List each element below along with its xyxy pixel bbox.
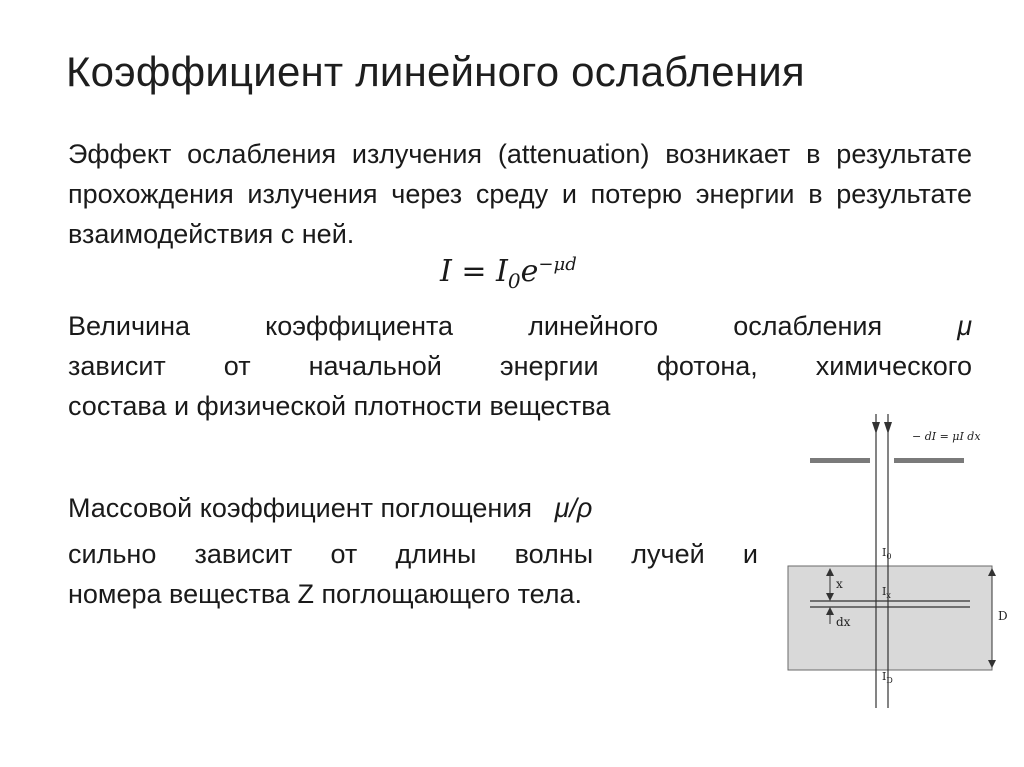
label-D: D: [998, 609, 1008, 623]
mu-symbol: μ: [957, 311, 972, 341]
label-I0: $I_0$: [882, 546, 892, 561]
label-ID: $I_D$: [882, 670, 893, 685]
formula-exponent: −μd: [538, 254, 577, 275]
shutter-left: [810, 458, 870, 463]
attenuation-formula: [440, 254, 577, 293]
para3-text: Массовой коэффициент поглощения: [68, 493, 533, 523]
shutter-right: [894, 458, 964, 463]
beam-arrow-right: [884, 422, 892, 434]
para4-line1: сильно зависит от длины волны лучей и: [68, 539, 758, 569]
label-x: x: [836, 577, 843, 591]
label-dx: dx: [836, 615, 851, 629]
para2-line2: зависит от начальной энергии фотона, химического: [68, 351, 972, 381]
formula-sub: 0: [507, 269, 521, 293]
para4-line2: номера вещества Z поглощающего тела.: [68, 579, 583, 609]
para2-line3: состава и физической плотности вещества: [68, 391, 611, 421]
paragraph-attenuation-effect: Эффект ослабления излучения (attenuation) возникает в результате прохождения излучения через среду и потерю энергии в результате взаимодействия с ней.: [68, 139, 972, 249]
paragraph-mass-coefficient: [68, 488, 758, 528]
paragraph-wavelength-dependence: [68, 534, 758, 614]
slide-title: Коэффициент линейного ослабления: [66, 48, 805, 95]
mu-rho-symbol: μ/ρ: [554, 493, 593, 523]
formula-base: e: [520, 254, 539, 289]
para2-line1: Величина коэффициента линейного ослабления μ: [68, 311, 972, 341]
attenuation-diagram: [770, 408, 1024, 708]
diagram-equation: − dI = μI dx: [912, 430, 981, 443]
label-Ix: $I_x$: [882, 585, 891, 600]
formula-lhs: I = I: [440, 254, 508, 289]
absorber-slab: [788, 566, 992, 670]
beam-arrow-left: [872, 422, 880, 434]
